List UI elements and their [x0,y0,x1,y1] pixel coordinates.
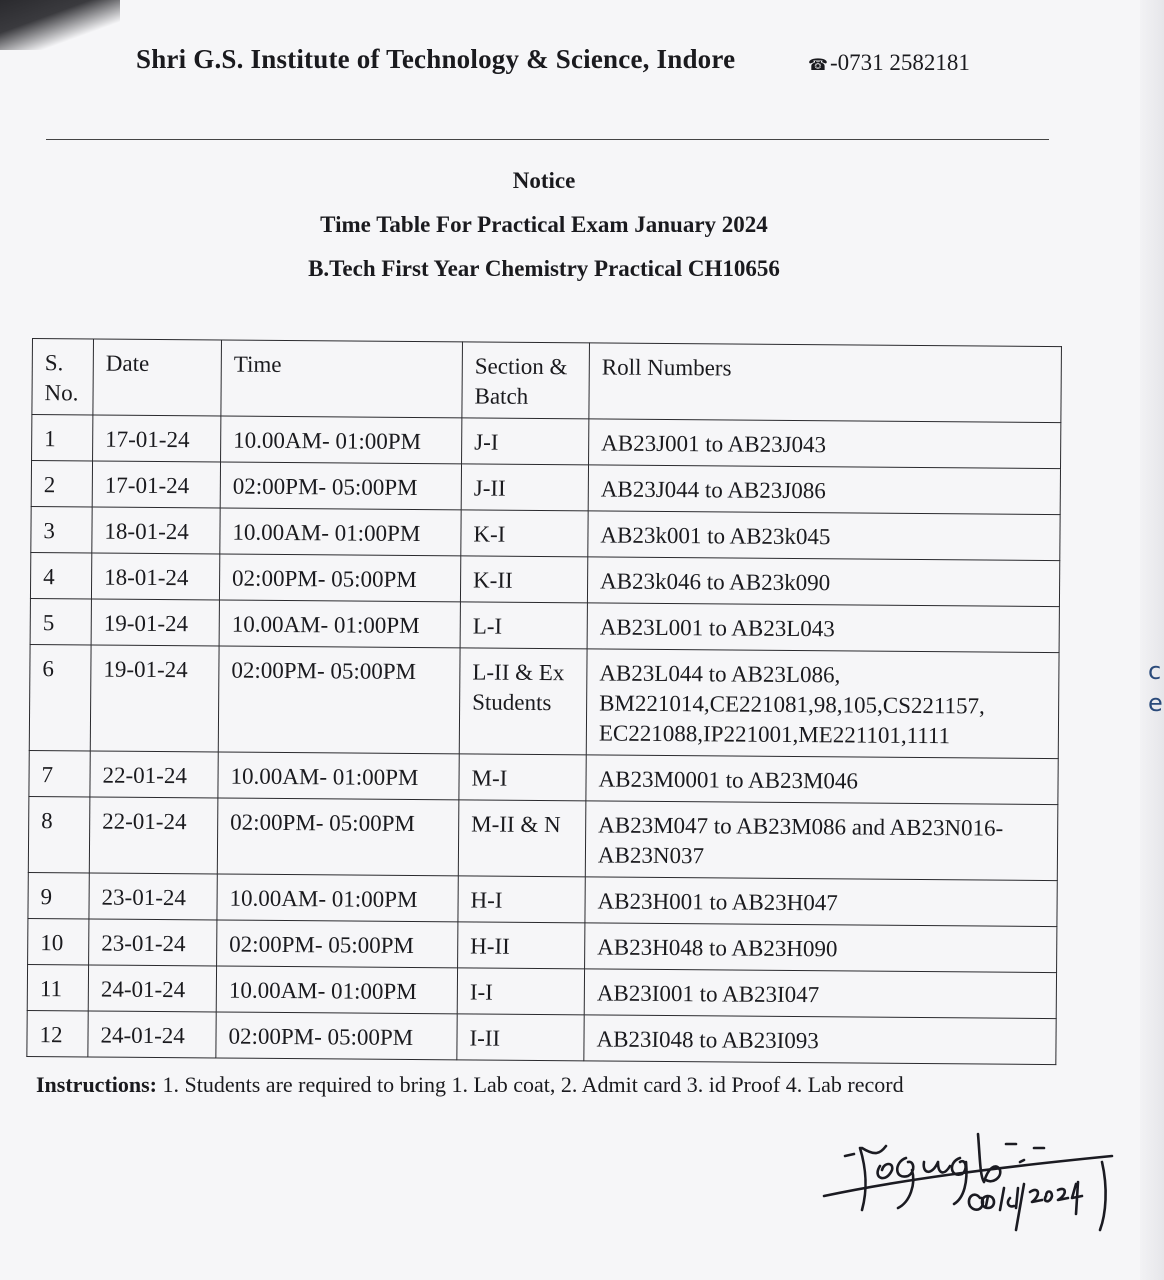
course-title: B.Tech First Year Chemistry Practical CH10656 [308,256,780,281]
cell-section: I-I [457,968,584,1015]
cell-section: M-II & N [458,800,586,877]
cell-rolls: AB23H048 to AB23H090 [585,923,1057,973]
header-time: Time [221,340,463,418]
cell-date: 23-01-24 [89,873,217,920]
header-sno: S. No. [32,339,94,415]
cell-time: 10.00AM- 01:00PM [220,508,461,556]
timetable [26,338,1062,1065]
handwritten-signature [820,1118,1120,1238]
cell-sno: 12 [27,1010,88,1056]
cell-rolls: AB23J001 to AB23J043 [589,419,1061,469]
table-row [28,796,1058,880]
cell-section: H-II [458,922,585,969]
timetable-body [27,415,1061,1065]
table-row [29,644,1059,758]
table-row [31,506,1060,560]
telephone-icon: ☎ [808,57,828,74]
background-corner [0,0,120,50]
cell-time: 02:00PM- 05:00PM [217,920,458,968]
cell-section: H-I [458,876,585,923]
cell-sno: 4 [30,552,91,598]
cell-sno: 6 [29,644,91,750]
margin-mark: e [1148,689,1163,717]
cell-time: 02:00PM- 05:00PM [219,554,460,602]
cell-time: 02:00PM- 05:00PM [216,1012,457,1060]
cell-date: 18-01-24 [91,553,219,600]
cell-time: 02:00PM- 05:00PM [220,462,461,510]
phone-text: -0731 2582181 [829,50,970,75]
cell-section: J-I [462,418,589,465]
cell-sno: 2 [31,461,92,507]
cell-rolls: AB23J044 to AB23J086 [588,465,1060,515]
cell-time: 10.00AM- 01:00PM [221,416,462,464]
cell-time: 10.00AM- 01:00PM [216,966,457,1014]
cell-date: 18-01-24 [92,507,220,554]
instructions-label: Instructions: [36,1072,158,1097]
table-row [32,415,1061,469]
institute-name: Shri G.S. Institute of Technology & Science, Indore [136,44,736,74]
instructions-text: 1. Students are required to bring 1. Lab coat, 2. Admit card 3. id Proof 4. Lab record [157,1072,904,1097]
table-row [27,964,1056,1018]
cell-sno: 1 [32,415,93,461]
cell-date: 19-01-24 [90,645,219,752]
header-date: Date [93,339,222,416]
cell-section: K-I [461,510,588,557]
table-row [28,872,1057,926]
notice-titles [0,165,1088,297]
cell-section: J-II [461,464,588,511]
cell-date: 23-01-24 [89,919,217,966]
cell-rolls: AB23I001 to AB23I047 [584,969,1056,1019]
paper-edge [1140,0,1164,1280]
cell-date: 22-01-24 [90,751,218,798]
header-divider [46,139,1049,140]
cell-rolls: AB23I048 to AB23I093 [584,1015,1056,1065]
cell-date: 17-01-24 [93,415,221,462]
cell-section: I-II [457,1014,584,1061]
header-rolls: Roll Numbers [589,343,1062,423]
margin-mark: c [1148,657,1162,685]
cell-sno: 9 [28,872,89,918]
cell-date: 17-01-24 [92,461,220,508]
phone-number [808,50,970,76]
cell-date: 22-01-24 [89,797,218,874]
cell-date: 24-01-24 [88,965,216,1012]
cell-rolls: AB23k001 to AB23k045 [588,511,1060,561]
notice-title: Notice [512,168,576,193]
instructions [36,1072,904,1098]
table-row [30,552,1059,606]
cell-rolls: AB23M0001 to AB23M046 [586,755,1058,805]
header-section: Section & Batch [462,342,590,419]
cell-rolls: AB23H001 to AB23H047 [585,877,1057,927]
cell-time: 02:00PM- 05:00PM [218,646,460,754]
cell-time: 10.00AM- 01:00PM [217,874,458,922]
cell-date: 24-01-24 [88,1011,216,1058]
cell-rolls: AB23L044 to AB23L086, BM221014,CE221081,98,105,CS221157, EC221088,IP221001,ME221101,1111 [586,649,1059,759]
cell-time: 10.00AM- 01:00PM [218,752,459,800]
table-row [31,461,1060,515]
cell-section: M-I [459,754,586,801]
cell-rolls: AB23M047 to AB23M086 and AB23N016-AB23N037 [585,801,1058,881]
cell-rolls: AB23L001 to AB23L043 [587,603,1059,653]
cell-rolls: AB23k046 to AB23k090 [587,557,1059,607]
cell-time: 10.00AM- 01:00PM [219,600,460,648]
cell-sno: 11 [27,964,88,1010]
table-row [29,750,1058,804]
table-row [28,918,1057,972]
cell-date: 19-01-24 [91,599,219,646]
notice-subtitle: Time Table For Practical Exam January 2024 [320,212,768,237]
cell-section: K-II [460,556,587,603]
cell-section: L-II & Ex Students [459,648,587,755]
cell-section: L-I [460,602,587,649]
table-row [30,598,1059,652]
cell-time: 02:00PM- 05:00PM [217,798,459,876]
cell-sno: 8 [28,796,90,872]
table-header-row [32,339,1062,423]
cell-sno: 10 [28,918,89,964]
cell-sno: 5 [30,598,91,644]
margin-marks [1148,655,1163,719]
table-row [27,1010,1056,1064]
cell-sno: 7 [29,750,90,796]
cell-sno: 3 [31,506,92,552]
